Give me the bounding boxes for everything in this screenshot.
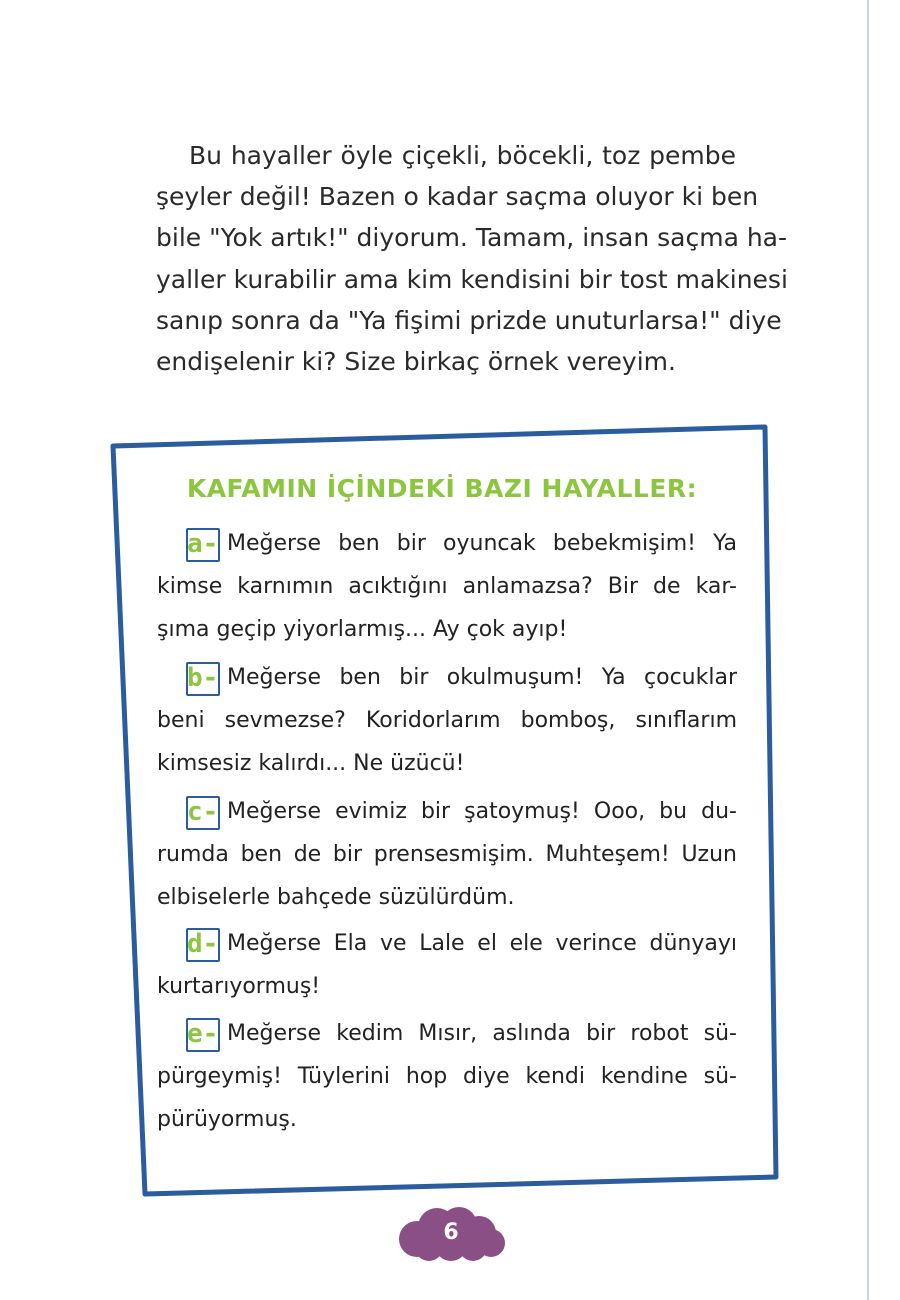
- intro-line: bile "Yok artık!" diyorum. Tamam, insan saçma ha-: [156, 223, 788, 253]
- item-letter: c-: [187, 797, 219, 827]
- dream-box-title: KAFAMIN İÇİNDEKİ BAZI HAYALLER:: [186, 474, 698, 503]
- item-line: kurtarıyormuş!: [157, 974, 321, 999]
- page-number-cloud: [395, 1205, 507, 1263]
- item-line: pürgeymiş! Tüylerini hop diye kendi kendine sü-: [157, 1064, 737, 1089]
- item-letter: e-: [187, 1019, 219, 1049]
- item-line: Meğerse Ela ve Lale el ele verince dünyayı: [227, 931, 737, 956]
- intro-line: yaller kurabilir ama kim kendisini bir tost makinesi: [156, 264, 788, 294]
- item-letter: b-: [187, 663, 219, 693]
- intro-line: endişelenir ki? Size birkaç örnek vereyim.: [156, 347, 676, 377]
- intro-line: sanıp sonra da "Ya fişimi prizde unuturlarsa!" diye: [156, 305, 782, 335]
- item-line: elbiselerle bahçede süzülürdüm.: [157, 885, 515, 910]
- intro-line: Bu hayaller öyle çiçekli, böcekli, toz pembe: [189, 141, 736, 170]
- dream-item-d: [157, 922, 737, 1008]
- item-line: Meğerse evimiz bir şatoymuş! Ooo, bu du-: [227, 799, 737, 824]
- item-letter: d-: [187, 929, 219, 959]
- item-line: Meğerse ben bir oyuncak bebekmişim! Ya: [227, 531, 737, 556]
- page-number: 6: [443, 1220, 459, 1245]
- item-line: pürüyormuş.: [157, 1107, 297, 1132]
- intro-line: şeyler değil! Bazen o kadar saçma oluyor ki ben: [156, 182, 759, 212]
- item-line: Meğerse ben bir okulmuşum! Ya çocuklar: [227, 665, 737, 690]
- item-line: rumda ben de bir prensesmişim. Muhteşem! Uzun: [157, 842, 737, 867]
- item-line: kimsesiz kalırdı... Ne üzücü!: [157, 751, 465, 776]
- dream-item-c: [157, 790, 737, 919]
- item-line: kimse karnımın acıktığını anlamazsa? Bir de kar-: [157, 574, 737, 599]
- item-line: şıma geçip yiyorlarmış... Ay çok ayıp!: [157, 617, 568, 642]
- dream-item-a: [157, 522, 737, 651]
- item-letter: a-: [187, 529, 219, 559]
- item-line: Meğerse kedim Mısır, aslında bir robot sü-: [227, 1021, 737, 1046]
- dream-item-e: [157, 1012, 737, 1141]
- dream-item-b: [157, 656, 737, 785]
- item-line: beni sevmezse? Koridorlarım bomboş, sınıflarım: [157, 708, 737, 733]
